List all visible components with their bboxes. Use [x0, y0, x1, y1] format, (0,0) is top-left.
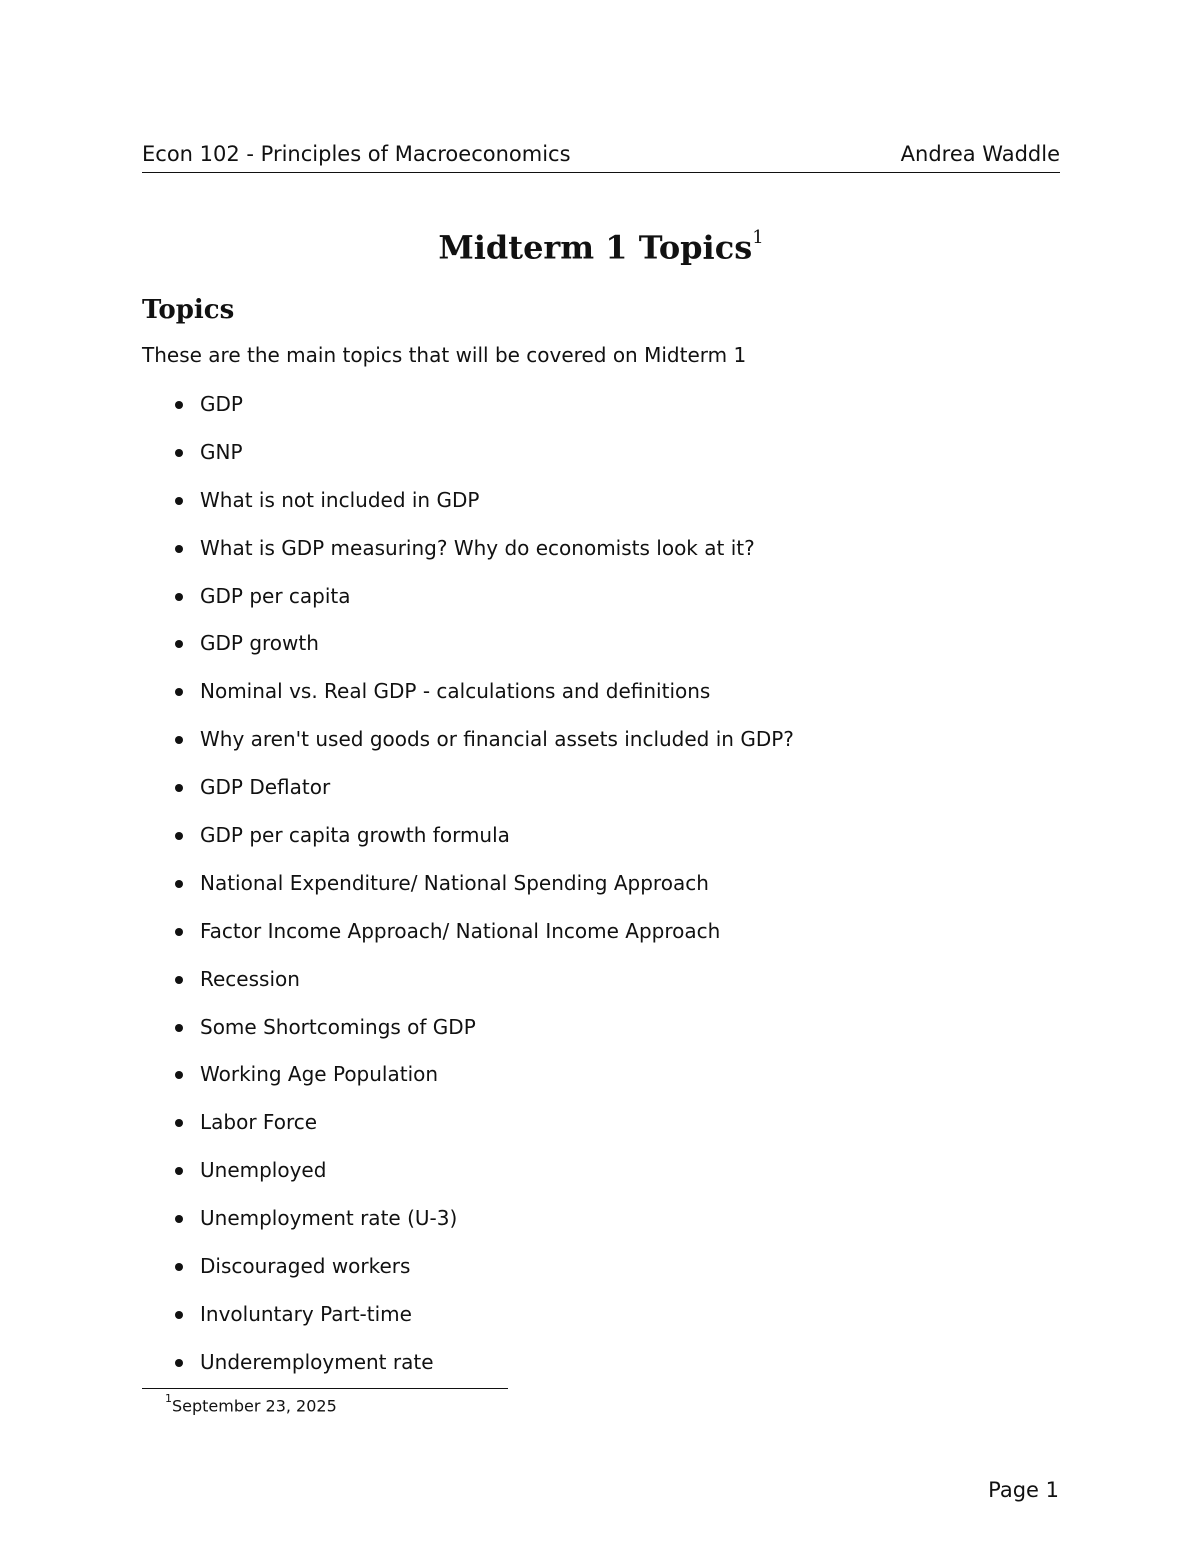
list-item — [175, 965, 794, 1013]
list-item — [175, 917, 794, 965]
course-title: Econ 102 - Principles of Macroeconomics — [142, 142, 571, 166]
topic-text: Working Age Population — [200, 1062, 439, 1087]
list-item — [175, 1156, 794, 1204]
bullet-icon — [175, 1263, 183, 1271]
footnote — [165, 1392, 337, 1416]
list-item — [175, 725, 794, 773]
topic-text: GDP per capita — [200, 583, 351, 608]
topic-text: Involuntary Part-time — [200, 1301, 412, 1326]
bullet-icon — [175, 593, 183, 601]
bullet-icon — [175, 688, 183, 696]
topic-text: Labor Force — [200, 1110, 318, 1135]
topic-text: Unemployed — [200, 1158, 327, 1183]
bullet-icon — [175, 736, 183, 744]
bullet-icon — [175, 1359, 183, 1367]
list-item — [175, 1204, 794, 1252]
footnote-mark: 1 — [165, 1392, 172, 1405]
bullet-icon — [175, 1071, 183, 1079]
bullet-icon — [175, 1311, 183, 1319]
list-item — [175, 773, 794, 821]
topic-list — [175, 390, 794, 1396]
topic-text: What is not included in GDP — [200, 487, 480, 512]
bullet-icon — [175, 1024, 183, 1032]
topic-text: GDP Deflator — [200, 775, 331, 800]
bullet-icon — [175, 880, 183, 888]
topic-text: Why aren't used goods or financial assets included in GDP? — [200, 727, 794, 752]
list-item — [175, 486, 794, 534]
topic-text: What is GDP measuring? Why do economists look at it? — [200, 535, 755, 560]
bullet-icon — [175, 640, 183, 648]
footnote-text: September 23, 2025 — [172, 1396, 337, 1416]
list-item — [175, 1252, 794, 1300]
author-name: Andrea Waddle — [900, 142, 1060, 166]
topic-text: Recession — [200, 966, 300, 991]
section-heading: Topics — [142, 295, 235, 325]
bullet-icon — [175, 832, 183, 840]
list-item — [175, 438, 794, 486]
bullet-icon — [175, 928, 183, 936]
topic-text: GDP growth — [200, 631, 319, 656]
bullet-icon — [175, 1167, 183, 1175]
list-item — [175, 390, 794, 438]
page-number: Page 1 — [988, 1478, 1059, 1502]
document-title-text: Midterm 1 Topics — [438, 228, 753, 267]
list-item — [175, 582, 794, 630]
list-item — [175, 1108, 794, 1156]
section-intro: These are the main topics that will be covered on Midterm 1 — [142, 343, 747, 367]
list-item — [175, 534, 794, 582]
topic-text: GDP per capita growth formula — [200, 823, 510, 848]
list-item — [175, 1013, 794, 1061]
bullet-icon — [175, 1119, 183, 1127]
topic-text: National Expenditure/ National Spending Approach — [200, 870, 709, 895]
bullet-icon — [175, 1215, 183, 1223]
footnote-divider — [142, 1388, 508, 1389]
topic-text: GNP — [200, 439, 243, 464]
topic-text: GDP — [200, 392, 243, 416]
bullet-icon — [175, 545, 183, 553]
bullet-icon — [175, 976, 183, 984]
bullet-icon — [175, 497, 183, 505]
topic-text: Nominal vs. Real GDP - calculations and definitions — [200, 679, 711, 704]
topic-text: Some Shortcomings of GDP — [200, 1014, 476, 1039]
page-header — [142, 142, 1060, 173]
topic-text: Unemployment rate (U-3) — [200, 1206, 458, 1231]
document-title — [142, 222, 1060, 268]
list-item — [175, 1060, 794, 1108]
bullet-icon — [175, 401, 183, 409]
title-footnote-mark: 1 — [752, 227, 764, 248]
list-item — [175, 629, 794, 677]
topic-text: Factor Income Approach/ National Income Approach — [200, 918, 721, 943]
list-item — [175, 1300, 794, 1348]
list-item — [175, 869, 794, 917]
list-item — [175, 677, 794, 725]
topic-text: Discouraged workers — [200, 1254, 411, 1279]
list-item — [175, 821, 794, 869]
topic-text: Underemployment rate — [200, 1349, 434, 1374]
bullet-icon — [175, 449, 183, 457]
bullet-icon — [175, 784, 183, 792]
